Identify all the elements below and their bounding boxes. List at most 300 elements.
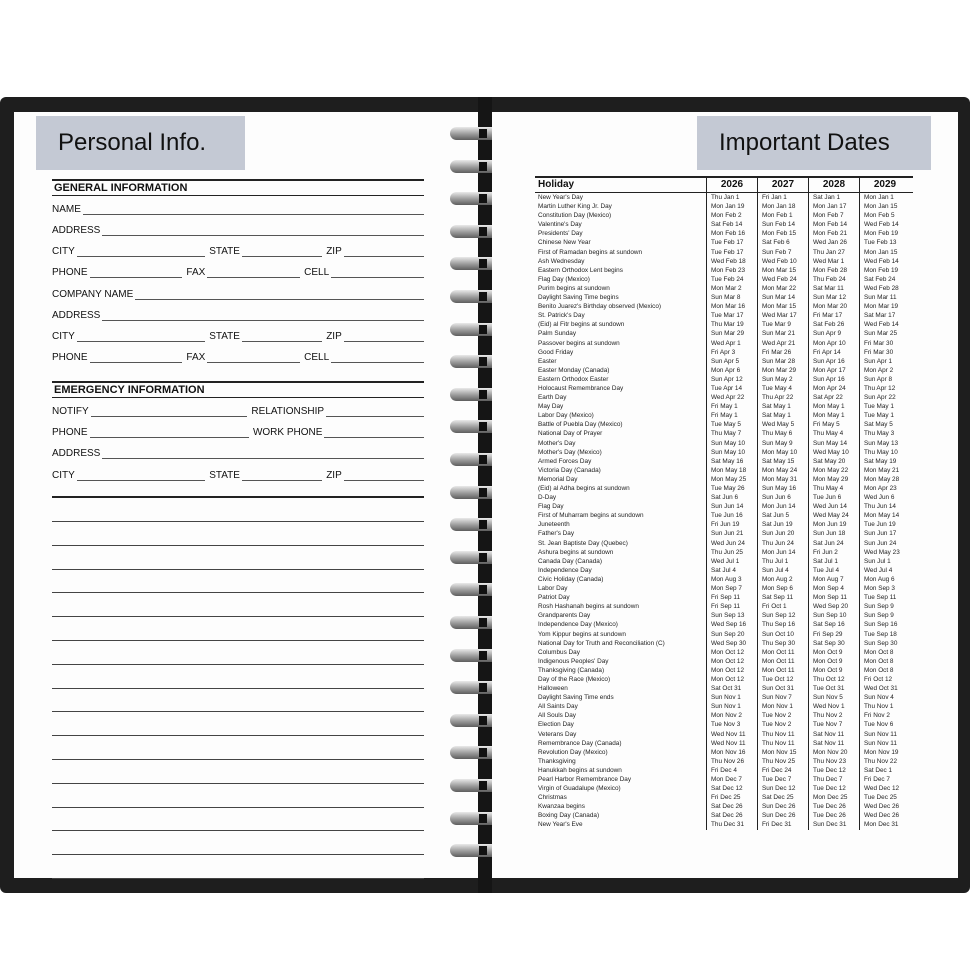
holiday-date-cell: Mon May 29	[808, 475, 859, 484]
holiday-date-cell: Sun Jun 18	[808, 529, 859, 538]
holiday-date-cell: Sun Dec 31	[808, 820, 859, 829]
table-row	[535, 730, 913, 739]
holiday-date-cell: Sat Sep 11	[757, 593, 808, 602]
zip-line[interactable]	[344, 470, 424, 481]
table-row	[535, 302, 913, 311]
holiday-date-cell: Mon Oct 8	[859, 657, 910, 666]
table-row	[535, 602, 913, 611]
holiday-date-cell: Wed Nov 11	[706, 730, 757, 739]
holiday-date-cell: Fri Oct 1	[757, 602, 808, 611]
holiday-name-cell: Labor Day (Mexico)	[538, 412, 594, 420]
table-row	[535, 366, 913, 375]
holiday-date-cell: Tue Nov 7	[808, 720, 859, 729]
table-row	[535, 811, 913, 820]
holiday-date-cell: Sun Mar 11	[859, 293, 910, 302]
holiday-date-cell: Thu Nov 26	[706, 757, 757, 766]
table-row	[535, 229, 913, 238]
holiday-date-cell: Sun Nov 5	[808, 693, 859, 702]
holiday-name-cell: Independence Day (Mexico)	[538, 621, 618, 629]
holiday-date-cell: Sun May 14	[808, 439, 859, 448]
holiday-date-cell: Tue Dec 12	[808, 766, 859, 775]
holiday-date-cell: Mon Mar 15	[757, 302, 808, 311]
holiday-date-cell: Sat Jun 5	[757, 511, 808, 520]
holiday-name-cell: (Eid) al Adha begins at sundown	[538, 485, 630, 492]
holiday-date-cell: Sun Nov 7	[757, 693, 808, 702]
holiday-date-cell: Thu Sep 16	[757, 620, 808, 629]
holiday-date-cell: Fri May 5	[808, 420, 859, 429]
general-information-heading: GENERAL INFORMATION	[52, 179, 424, 196]
holiday-date-cell: Wed Nov 11	[706, 739, 757, 748]
table-row	[535, 566, 913, 575]
holiday-name-cell: Civic Holiday (Canada)	[538, 575, 604, 583]
table-row	[535, 211, 913, 220]
holiday-date-cell: Tue Feb 17	[706, 248, 757, 257]
holiday-date-cell: Wed Jul 4	[859, 566, 910, 575]
holiday-date-cell: Mon May 1	[808, 411, 859, 420]
holiday-date-cell: Mon Jun 14	[757, 548, 808, 557]
holiday-date-cell: Wed Apr 1	[706, 339, 757, 348]
holiday-date-cell: Mon Jan 15	[859, 202, 910, 211]
holiday-name-cell: Daylight Saving Time ends	[538, 694, 614, 702]
table-row	[535, 802, 913, 811]
fax-label: FAX	[186, 352, 206, 363]
holiday-date-cell: Tue Nov 3	[706, 720, 757, 729]
holiday-name-cell: Good Friday	[538, 348, 574, 356]
holiday-date-cell: Mon Apr 23	[859, 484, 910, 493]
table-row	[535, 630, 913, 639]
holiday-date-cell: Mon Sep 4	[808, 584, 859, 593]
table-row	[535, 620, 913, 629]
holiday-date-cell: Wed Sep 20	[808, 602, 859, 611]
table-row	[535, 766, 913, 775]
holiday-date-cell: Sat Dec 25	[757, 793, 808, 802]
holiday-date-cell: Mon Feb 23	[706, 266, 757, 275]
note-line[interactable]	[52, 783, 424, 784]
phone-field-row[interactable]	[52, 264, 424, 278]
holiday-date-cell: Mon Oct 8	[859, 666, 910, 675]
work-phone-line[interactable]	[324, 427, 424, 438]
address-label: ADDRESS	[52, 225, 101, 236]
phone-field-row-2[interactable]	[52, 349, 424, 363]
holiday-header: Holiday	[538, 179, 575, 190]
holiday-name-cell: Mother's Day (Mexico)	[538, 448, 602, 456]
notes-top-rule	[52, 496, 424, 498]
phone-label: PHONE	[52, 267, 88, 278]
table-row	[535, 820, 913, 829]
holiday-date-cell: Sat Dec 26	[706, 811, 757, 820]
holiday-date-cell: Tue May 1	[859, 402, 910, 411]
holiday-date-cell: Fri Sep 29	[808, 630, 859, 639]
phone-line[interactable]	[90, 427, 249, 438]
holiday-date-cell: Mon Mar 16	[706, 302, 757, 311]
address-label: ADDRESS	[52, 448, 101, 459]
holiday-date-cell: Tue Mar 9	[757, 320, 808, 329]
holiday-date-cell: Fri Dec 4	[706, 766, 757, 775]
table-row	[535, 748, 913, 757]
table-row	[535, 348, 913, 357]
fax-line[interactable]	[207, 352, 300, 363]
holiday-date-cell: Mon Nov 20	[808, 748, 859, 757]
holiday-date-cell: Mon Oct 12	[706, 657, 757, 666]
holiday-name-cell: Daylight Saving Time begins	[538, 294, 619, 302]
holiday-date-cell: Mon Nov 2	[706, 711, 757, 720]
table-row	[535, 657, 913, 666]
holiday-date-cell: Thu Dec 7	[808, 775, 859, 784]
holiday-date-cell: Thu Nov 23	[808, 757, 859, 766]
holiday-date-cell: Sun Apr 16	[808, 357, 859, 366]
table-row	[535, 202, 913, 211]
holiday-date-cell: Tue Dec 26	[808, 811, 859, 820]
holiday-date-cell: Sun Dec 12	[757, 784, 808, 793]
holiday-date-cell: Wed Feb 18	[706, 257, 757, 266]
holiday-name-cell: All Saints Day	[538, 703, 578, 711]
emergency-address-row[interactable]	[52, 445, 424, 459]
notify-field-row[interactable]	[52, 403, 424, 417]
notify-line[interactable]	[91, 406, 248, 417]
holiday-date-cell: Sun Mar 21	[757, 329, 808, 338]
table-row	[535, 375, 913, 384]
holiday-date-cell: Fri Dec 7	[859, 775, 910, 784]
company-field-row[interactable]	[52, 286, 424, 300]
holiday-name-cell: Eastern Orthodox Lent begins	[538, 266, 623, 274]
holiday-date-cell: Sat Feb 6	[757, 238, 808, 247]
cell-line[interactable]	[331, 352, 424, 363]
holiday-date-cell: Wed May 24	[808, 511, 859, 520]
holiday-name-cell: Election Day	[538, 721, 574, 729]
company-name-line[interactable]	[135, 289, 424, 300]
holiday-date-cell: Sun Apr 16	[808, 375, 859, 384]
holiday-date-cell: Wed Sep 16	[706, 620, 757, 629]
holiday-date-cell: Wed May 23	[859, 548, 910, 557]
holiday-date-cell: Sun Nov 1	[706, 702, 757, 711]
table-row	[535, 784, 913, 793]
holiday-date-cell: Fri Dec 25	[706, 793, 757, 802]
holiday-date-cell: Sun May 13	[859, 439, 910, 448]
holiday-date-cell: Mon Jan 17	[808, 202, 859, 211]
fax-label: FAX	[186, 267, 206, 278]
address-field-row[interactable]	[52, 222, 424, 236]
holiday-name-cell: National Day of Prayer	[538, 430, 603, 438]
holiday-date-cell: Sat Feb 26	[808, 320, 859, 329]
holiday-name-cell: Armed Forces Day	[538, 457, 592, 465]
holiday-date-cell: Wed Feb 10	[757, 257, 808, 266]
holiday-date-cell: Tue Jun 19	[859, 520, 910, 529]
city-line[interactable]	[77, 246, 205, 257]
note-line[interactable]	[52, 735, 424, 736]
table-row	[535, 457, 913, 466]
holiday-date-cell: Tue May 26	[706, 484, 757, 493]
holiday-date-cell: Sat Jun 19	[757, 520, 808, 529]
holiday-name-cell: Juneteenth	[538, 521, 570, 529]
holiday-date-cell: Thu Nov 25	[757, 757, 808, 766]
table-row	[535, 702, 913, 711]
note-line[interactable]	[52, 759, 424, 760]
holiday-date-cell: Sun Mar 8	[706, 293, 757, 302]
holiday-date-cell: Thu May 4	[808, 484, 859, 493]
state-label: STATE	[209, 331, 240, 342]
holiday-date-cell: Sun Sep 20	[706, 630, 757, 639]
holiday-date-cell: Thu Nov 11	[757, 739, 808, 748]
holiday-date-cell: Sun May 9	[757, 439, 808, 448]
year-header-2028: 2028	[808, 178, 859, 192]
relationship-line[interactable]	[326, 406, 424, 417]
holiday-date-cell: Wed May 10	[808, 448, 859, 457]
holiday-name-cell: St. Jean Baptiste Day (Quebec)	[538, 539, 628, 547]
holiday-date-cell: Thu Nov 1	[859, 702, 910, 711]
holiday-name-cell: Canada Day (Canada)	[538, 557, 602, 565]
phone-line[interactable]	[90, 267, 183, 278]
holiday-date-cell: Tue Jun 16	[706, 511, 757, 520]
holiday-date-cell: Tue May 4	[757, 384, 808, 393]
address-line[interactable]	[102, 448, 424, 459]
year-header-2027: 2027	[757, 178, 808, 192]
name-label: NAME	[52, 204, 81, 215]
note-line[interactable]	[52, 878, 424, 879]
holiday-date-cell: Sun Jul 4	[757, 566, 808, 575]
holiday-name-cell: Valentine's Day	[538, 221, 582, 229]
holiday-date-cell: Mon Dec 25	[808, 793, 859, 802]
holiday-name-cell: Yom Kippur begins at sundown	[538, 630, 626, 638]
table-row	[535, 329, 913, 338]
city-line[interactable]	[77, 470, 205, 481]
table-row	[535, 193, 913, 202]
holiday-date-cell: Sun Jun 6	[757, 493, 808, 502]
holiday-date-cell: Sun Apr 9	[808, 329, 859, 338]
holiday-date-cell: Mon Jan 18	[757, 202, 808, 211]
table-row	[535, 757, 913, 766]
holiday-date-cell: Wed Jun 24	[706, 539, 757, 548]
table-row	[535, 493, 913, 502]
table-row	[535, 557, 913, 566]
zip-line[interactable]	[344, 331, 424, 342]
holiday-date-cell: Thu May 10	[859, 448, 910, 457]
emergency-information-heading: EMERGENCY INFORMATION	[52, 381, 424, 398]
zip-label: ZIP	[326, 331, 342, 342]
holiday-date-cell: Sat Jun 24	[808, 539, 859, 548]
address-line[interactable]	[102, 310, 424, 321]
holiday-date-cell: Sun Nov 1	[706, 693, 757, 702]
holiday-date-cell: Mon Oct 12	[706, 648, 757, 657]
holiday-date-cell: Sun Jun 17	[859, 529, 910, 538]
cell-line[interactable]	[331, 267, 424, 278]
fax-line[interactable]	[207, 267, 300, 278]
address-line[interactable]	[102, 225, 424, 236]
note-line[interactable]	[52, 545, 424, 546]
holiday-name-cell: Columbus Day	[538, 648, 580, 656]
holiday-date-cell: Mon Dec 7	[706, 775, 757, 784]
emergency-phone-row[interactable]	[52, 424, 424, 438]
holiday-date-cell: Mon Oct 11	[757, 666, 808, 675]
holiday-date-cell: Thu Nov 2	[808, 711, 859, 720]
note-line[interactable]	[52, 830, 424, 831]
table-row	[535, 684, 913, 693]
holiday-date-cell: Mon May 21	[859, 466, 910, 475]
note-line[interactable]	[52, 854, 424, 855]
holiday-date-cell: Fri Sep 11	[706, 602, 757, 611]
holiday-date-cell: Fri Nov 2	[859, 711, 910, 720]
holiday-name-cell: Halloween	[538, 685, 568, 693]
holiday-date-cell: Mon Feb 1	[757, 211, 808, 220]
holiday-date-cell: Sun Mar 12	[808, 293, 859, 302]
emergency-city-row[interactable]	[52, 467, 424, 481]
phone-line[interactable]	[90, 352, 183, 363]
note-line[interactable]	[52, 592, 424, 593]
holiday-date-cell: Mon Feb 28	[808, 266, 859, 275]
holiday-date-cell: Thu Jul 1	[757, 557, 808, 566]
city-field-row[interactable]	[52, 243, 424, 257]
work-phone-label: WORK PHONE	[252, 427, 323, 438]
holiday-name-cell: Christmas	[538, 794, 567, 802]
holiday-date-cell: Sun Oct 31	[757, 684, 808, 693]
holiday-name-cell: Easter Monday (Canada)	[538, 366, 610, 374]
holiday-date-cell: Mon Feb 7	[808, 211, 859, 220]
holiday-date-cell: Mon Feb 2	[706, 211, 757, 220]
personal-info-page	[14, 112, 478, 878]
holiday-date-cell: Fri Sep 11	[706, 593, 757, 602]
table-row	[535, 284, 913, 293]
holiday-date-cell: Mon Apr 17	[808, 366, 859, 375]
holiday-date-cell: Mon Apr 24	[808, 384, 859, 393]
note-line[interactable]	[52, 664, 424, 665]
table-row	[535, 320, 913, 329]
holiday-date-cell: Sat May 1	[757, 411, 808, 420]
holiday-date-cell: Sun Dec 26	[757, 802, 808, 811]
note-line[interactable]	[52, 616, 424, 617]
state-label: STATE	[209, 246, 240, 257]
city-label: CITY	[52, 331, 75, 342]
holiday-date-cell: Mon Nov 15	[757, 748, 808, 757]
holiday-date-cell: Thu Jun 24	[757, 539, 808, 548]
holiday-date-cell: Sat Jun 6	[706, 493, 757, 502]
holiday-date-cell: Sun Mar 29	[706, 329, 757, 338]
holiday-date-cell: Tue Dec 12	[808, 784, 859, 793]
address-label: ADDRESS	[52, 310, 101, 321]
name-line[interactable]	[83, 204, 424, 215]
holiday-date-cell: Mon Mar 22	[757, 284, 808, 293]
holiday-date-cell: Sat Feb 24	[859, 275, 910, 284]
holiday-date-cell: Sat Oct 31	[706, 684, 757, 693]
holiday-date-cell: Mon Jun 14	[757, 502, 808, 511]
holiday-date-cell: Mon Feb 21	[808, 229, 859, 238]
holiday-date-cell: Wed Feb 14	[859, 220, 910, 229]
table-row	[535, 475, 913, 484]
holiday-name-cell: Earth Day	[538, 394, 567, 402]
zip-line[interactable]	[344, 246, 424, 257]
holiday-date-cell: Mon Sep 7	[706, 584, 757, 593]
state-line[interactable]	[242, 331, 322, 342]
table-row	[535, 248, 913, 257]
holiday-date-cell: Tue Feb 24	[706, 275, 757, 284]
state-line[interactable]	[242, 246, 322, 257]
holiday-date-cell: Mon Sep 6	[757, 584, 808, 593]
note-line[interactable]	[52, 807, 424, 808]
holiday-name-cell: National Day for Truth and Reconciliation (C)	[538, 639, 665, 647]
city-field-row-2[interactable]	[52, 328, 424, 342]
holiday-name-cell: St. Patrick's Day	[538, 312, 585, 320]
holiday-date-cell: Sat Dec 26	[706, 802, 757, 811]
note-line[interactable]	[52, 711, 424, 712]
address-field-row-2[interactable]	[52, 307, 424, 321]
holiday-date-cell: Sat Jul 4	[706, 566, 757, 575]
table-row	[535, 511, 913, 520]
important-dates-table	[535, 176, 913, 830]
holiday-name-cell: Thanksgiving	[538, 757, 576, 765]
holiday-date-cell: Wed Feb 24	[757, 275, 808, 284]
table-row	[535, 720, 913, 729]
phone-label: PHONE	[52, 427, 88, 438]
holiday-date-cell: Thu Sep 30	[757, 639, 808, 648]
holiday-date-cell: Fri Mar 17	[808, 311, 859, 320]
holiday-date-cell: Mon Jan 19	[706, 202, 757, 211]
holiday-name-cell: Day of the Race (Mexico)	[538, 675, 611, 683]
holiday-name-cell: Mother's Day	[538, 439, 576, 447]
holiday-date-cell: Sun Sep 10	[808, 611, 859, 620]
holiday-name-cell: (Eid) al Fitr begins at sundown	[538, 321, 625, 329]
holiday-date-cell: Mon May 25	[706, 475, 757, 484]
notify-label: NOTIFY	[52, 406, 89, 417]
holiday-date-cell: Wed Mar 1	[808, 257, 859, 266]
holiday-date-cell: Mon Mar 19	[859, 302, 910, 311]
holiday-date-cell: Wed Feb 14	[859, 257, 910, 266]
note-line[interactable]	[52, 521, 424, 522]
holiday-date-cell: Mon Sep 11	[808, 593, 859, 602]
holiday-date-cell: Mon Sep 3	[859, 584, 910, 593]
holiday-name-cell: Flag Day	[538, 503, 564, 511]
holiday-date-cell: Sat Apr 22	[808, 393, 859, 402]
holiday-date-cell: Wed Sep 30	[706, 639, 757, 648]
holiday-date-cell: Wed Jan 26	[808, 238, 859, 247]
table-row	[535, 739, 913, 748]
holiday-date-cell: Sun Jun 14	[706, 502, 757, 511]
holiday-date-cell: Wed Apr 22	[706, 393, 757, 402]
table-row	[535, 466, 913, 475]
holiday-name-cell: Palm Sunday	[538, 330, 577, 338]
holiday-date-cell: Mon May 22	[808, 466, 859, 475]
holiday-date-cell: Thu May 7	[706, 429, 757, 438]
holiday-date-cell: Sat Sep 16	[808, 620, 859, 629]
state-line[interactable]	[242, 470, 322, 481]
note-line[interactable]	[52, 688, 424, 689]
holiday-date-cell: Wed May 5	[757, 420, 808, 429]
note-line[interactable]	[52, 569, 424, 570]
holiday-name-cell: New Year's Day	[538, 194, 583, 201]
holiday-date-cell: Tue Mar 17	[706, 311, 757, 320]
table-row	[535, 311, 913, 320]
table-body	[535, 193, 913, 830]
holiday-name-cell: New Year's Eve	[538, 821, 583, 829]
table-row	[535, 339, 913, 348]
holiday-date-cell: Thu Apr 12	[859, 384, 910, 393]
name-field-row[interactable]	[52, 201, 424, 215]
holiday-date-cell: Mon Feb 16	[706, 229, 757, 238]
holiday-date-cell: Sat May 5	[859, 420, 910, 429]
holiday-date-cell: Sat Dec 12	[706, 784, 757, 793]
holiday-date-cell: Sat Jan 1	[808, 193, 859, 202]
city-line[interactable]	[77, 331, 205, 342]
holiday-name-cell: Father's Day	[538, 530, 575, 538]
holiday-date-cell: Fri Mar 30	[859, 348, 910, 357]
holiday-name-cell: Veterans Day	[538, 730, 577, 738]
holiday-date-cell: Tue Dec 7	[757, 775, 808, 784]
holiday-date-cell: Sun Feb 14	[757, 220, 808, 229]
table-row	[535, 529, 913, 538]
holiday-date-cell: Mon Nov 1	[757, 702, 808, 711]
holiday-date-cell: Mon Aug 6	[859, 575, 910, 584]
city-label: CITY	[52, 246, 75, 257]
holiday-date-cell: Mon Apr 2	[859, 366, 910, 375]
table-row	[535, 420, 913, 429]
note-line[interactable]	[52, 640, 424, 641]
